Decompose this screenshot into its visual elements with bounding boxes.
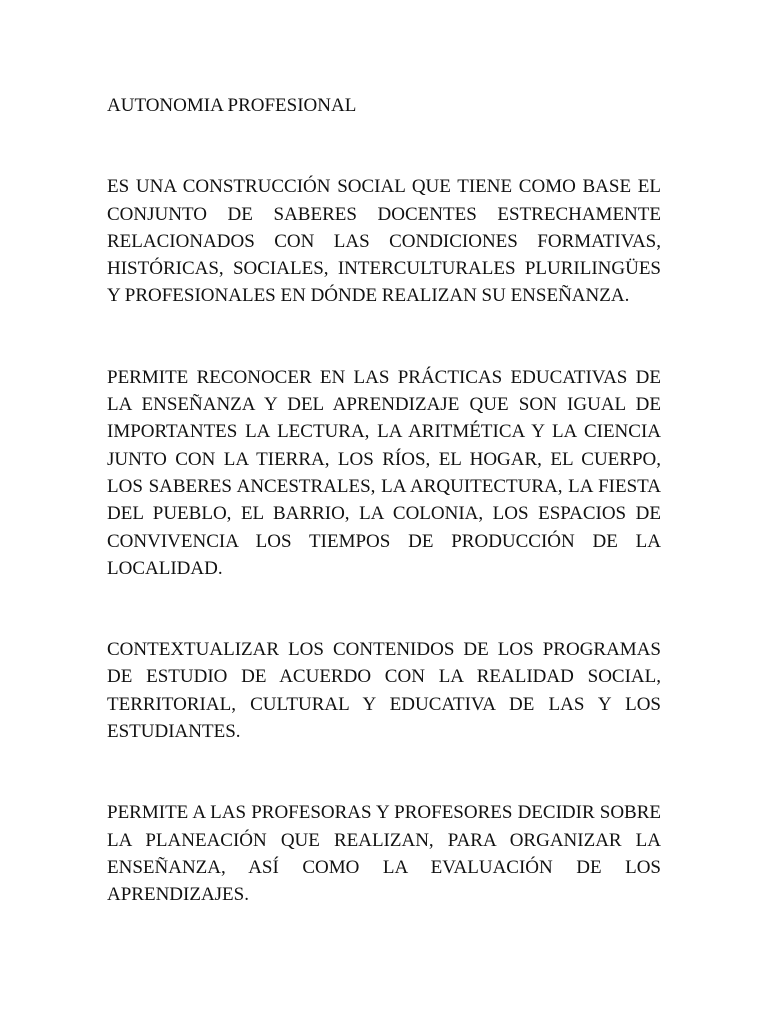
paragraph-contextualize: CONTEXTUALIZAR LOS CONTENIDOS DE LOS PROGRAMAS DE ESTUDIO DE ACUERDO CON LA REALIDAD SOCIAL, TERRITORIAL, CULTURAL Y EDUCATIVA DE LAS Y LOS ESTUDIANTES. <box>107 639 661 743</box>
document-title: AUTONOMIA PROFESIONAL <box>107 95 357 116</box>
paragraph-planning: PERMITE A LAS PROFESORAS Y PROFESORES DECIDIR SOBRE LA PLANEACIÓN QUE REALIZAN, PARA ORGANIZAR LA ENSEÑANZA, ASÍ COMO LA EVALUACIÓN DE LOS APRENDIZAJES. <box>107 802 661 906</box>
paragraph-recognition: PERMITE RECONOCER EN LAS PRÁCTICAS EDUCATIVAS DE LA ENSEÑANZA Y DEL APRENDIZAJE QUE SON IGUAL DE IMPORTANTES LA LECTURA, LA ARITMÉTICA Y LA CIENCIA JUNTO CON LA TIERRA, LOS RÍOS, EL HOGAR, EL CUERPO, LOS SABERES ANCESTRALES, LA ARQUITECTURA, LA FIESTA DEL PUEBLO, EL BARRIO, LA COLONIA, LOS ESPACIOS DE CONVIVENCIA LOS TIEMPOS DE PRODUCCIÓN DE LA LOCALIDAD. <box>107 366 661 579</box>
document-body <box>107 92 661 963</box>
paragraph-definition: ES UNA CONSTRUCCIÓN SOCIAL QUE TIENE COMO BASE EL CONJUNTO DE SABERES DOCENTES ESTRECHAMENTE RELACIONADOS CON LAS CONDICIONES FORMATIVAS, HISTÓRICAS, SOCIALES, INTERCULTURALES PLURILINGÜES Y PROFESIONALES EN DÓNDE REALIZAN SU ENSEÑANZA. <box>107 176 661 307</box>
